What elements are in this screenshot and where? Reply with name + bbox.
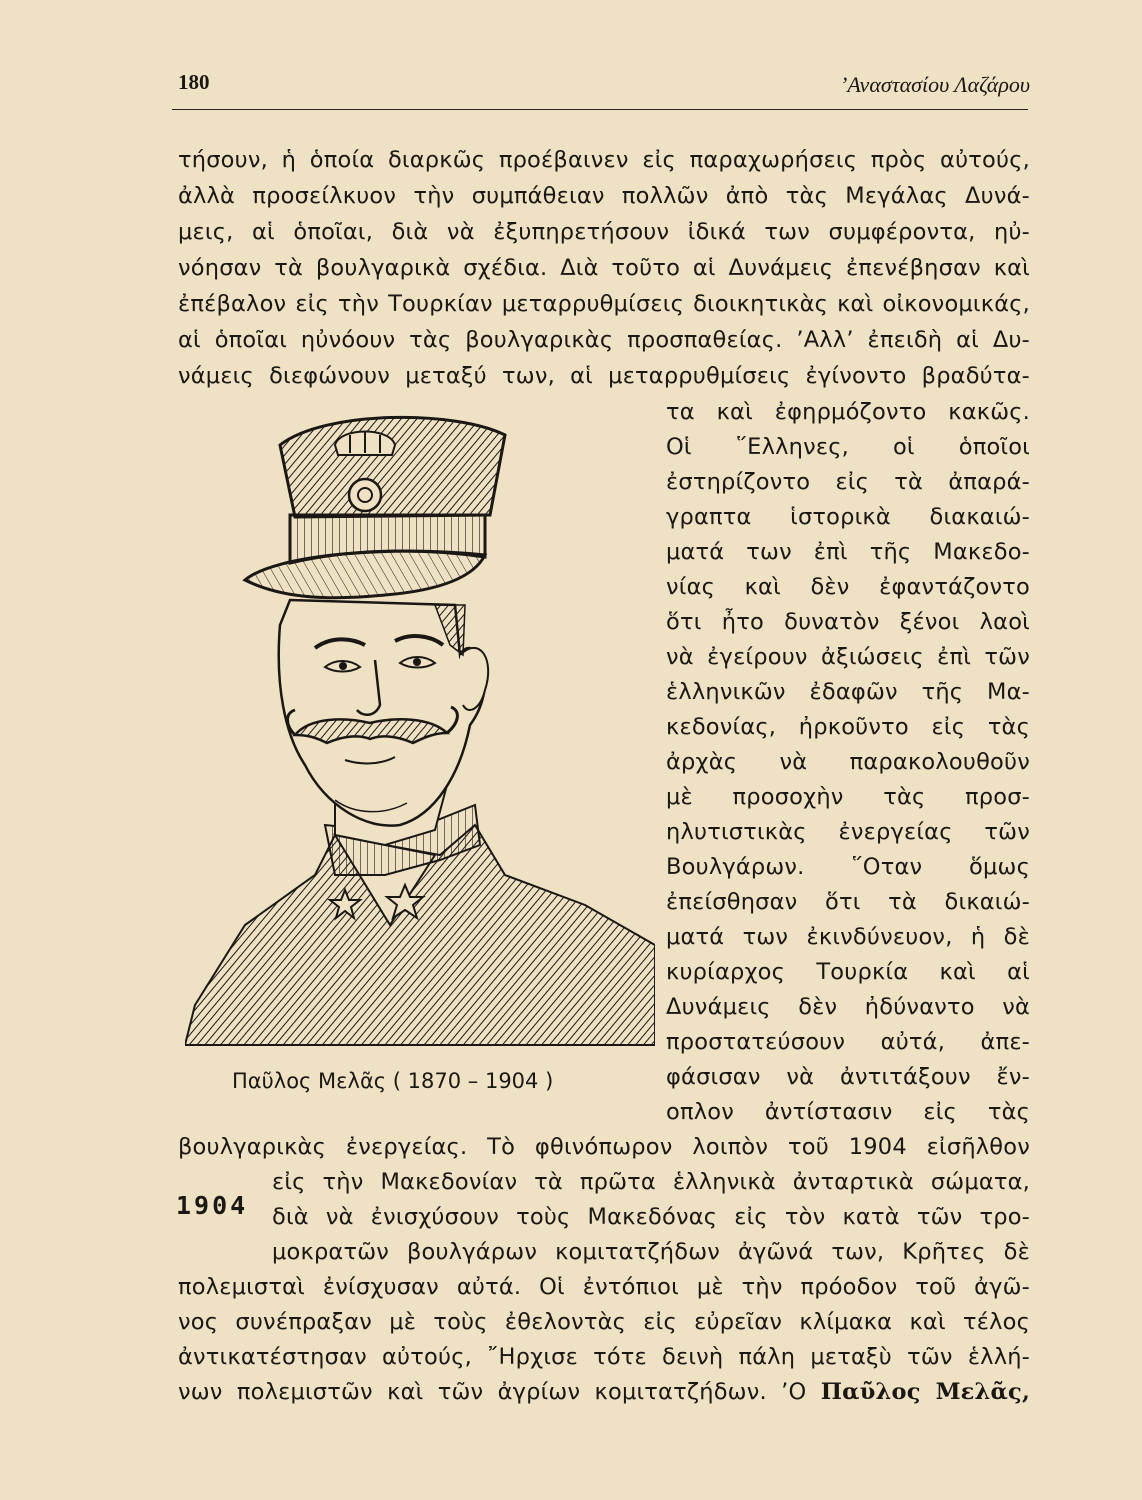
text-line: ἐπείσθησαν ὅτι τὰ δικαιώ- <box>666 889 1030 915</box>
text-line: Δυνάμεις δὲν ἠδύναντο νὰ <box>666 994 1030 1020</box>
text-line: ματά των ἐκινδύνευον, ἡ δὲ <box>666 924 1030 950</box>
text-line: νὰ ἐγείρουν ἀξιώσεις ἐπὶ τῶν <box>666 644 1030 670</box>
text-line: κεδονίας, ἠρκοῦντο εἰς τὰς <box>666 714 1030 740</box>
text-line: νόησαν τὰ βουλγαρικὰ σχέδια. Διὰ τοῦτο αἱ Δυνάμεις ἐπενέβησαν καὶ <box>178 255 1030 281</box>
text-line: ηλυτιστικὰς ἐνεργείας τῶν <box>666 819 1030 845</box>
text-line: τήσουν, ἡ ὁποία διαρκῶς προέβαινεν εἰς παραχωρήσεις πρὸς αὐτούς, <box>178 147 1030 173</box>
text-line: κυρίαρχος Τουρκία καὶ αἱ <box>666 959 1030 985</box>
margin-year-note: 1904 <box>176 1191 249 1220</box>
text-line: νάμεις διεφώνουν μεταξύ των, αἱ μεταρρυθμίσεις ἐγίνοντο βραδύτα- <box>178 363 1030 389</box>
text-line: μὲ προσοχὴν τὰς προσ- <box>666 784 1030 810</box>
text-line: τα καὶ ἐφηρμόζοντο κακῶς. <box>666 399 1030 425</box>
text-line: ματά των ἐπὶ τῆς Μακεδο- <box>666 539 1030 565</box>
text-line: ὅτι ἦτο δυνατὸν ξένοι λαοὶ <box>666 609 1030 635</box>
text-line: διὰ νὰ ἐνισχύσουν τοὺς Μακεδόνας εἰς τὸν κατὰ τῶν τρο- <box>272 1204 1030 1230</box>
text-line: πολεμισταὶ ἐνίσχυσαν αὐτά. Οἱ ἐντόπιοι μὲ τὴν πρόοδον τοῦ ἀγῶ- <box>178 1274 1030 1300</box>
header-rule <box>172 109 1028 110</box>
text-line: ἐστηρίζοντο εἰς τὰ ἀπαρά- <box>666 469 1030 495</box>
text-line: ἀντικατέστησαν αὐτούς, ῎Ηρχισε τότε δεινὴ πάλη μεταξὺ τῶν ἑλλή- <box>178 1344 1030 1370</box>
text-line: Βουλγάρων. ῞Οταν ὅμως <box>666 854 1030 880</box>
text-line: ἀρχὰς νὰ παρακολουθοῦν <box>666 749 1030 775</box>
text-line: νίας καὶ δὲν ἐφαντάζοντο <box>666 574 1030 600</box>
text-line: μοκρατῶν βουλγάρων κομιτατζήδων ἀγῶνά των, Κρῆτες δὲ <box>272 1239 1030 1265</box>
portrait-illustration <box>185 405 655 1055</box>
figure-caption: Παῦλος Μελᾶς ( 1870 – 1904 ) <box>232 1069 554 1093</box>
page-number: 180 <box>178 70 210 94</box>
text-line: νος συνέπραξαν μὲ τοὺς ἐθελοντὰς εἰς εὐρεῖαν κλίμακα καὶ τέλος <box>178 1309 1030 1335</box>
text-line: Οἱ ῞Ελληνες, οἱ ὁποῖοι <box>666 434 1030 460</box>
text-line: φάσισαν νὰ ἀντιτάξουν ἔν- <box>666 1064 1030 1090</box>
text-line: βουλγαρικὰς ἐνεργείας. Τὸ φθινόπωρον λοιπὸν τοῦ 1904 εἰσῆλθον <box>178 1134 1030 1160</box>
last-line-text: νων πολεμιστῶν καὶ τῶν ἀγρίων κομιτατζήδων. ’Ο <box>178 1379 807 1405</box>
text-line-last <box>178 1375 1030 1409</box>
text-line: εἰς τὴν Μακεδονίαν τὰ πρῶτα ἑλληνικὰ ἀνταρτικὰ σώματα, <box>272 1169 1030 1195</box>
text-line: αἱ ὁποῖαι ηὐνόουν τὰς βουλγαρικὰς προσπαθείας. ’Αλλ’ ἐπειδὴ αἱ Δυ- <box>178 327 1030 353</box>
text-line: ἀλλὰ προσείλκυον τὴν συμπάθειαν πολλῶν ἀπὸ τὰς Μεγάλας Δυνά- <box>178 183 1030 209</box>
text-line: οπλον ἀντίστασιν εἰς τὰς <box>666 1099 1030 1125</box>
bold-name: Παῦλος Μελᾶς, <box>820 1379 1030 1405</box>
running-header-author: ’Αναστασίου Λαζάρου <box>840 72 1030 97</box>
text-line: ἐπέβαλον εἰς τὴν Τουρκίαν μεταρρυθμίσεις διοικητικὰς καὶ οἰκονομικάς, <box>178 291 1030 317</box>
text-line: ἑλληνικῶν ἐδαφῶν τῆς Μα- <box>666 679 1030 705</box>
text-line: προστατεύσουν αὐτά, ἀπε- <box>666 1029 1030 1055</box>
text-line: γραπτα ἱστορικὰ διακαιώ- <box>666 504 1030 530</box>
text-line: μεις, αἱ ὁποῖαι, διὰ νὰ ἐξυπηρετήσουν ἰδικά των συμφέροντα, ηὐ- <box>178 219 1030 245</box>
